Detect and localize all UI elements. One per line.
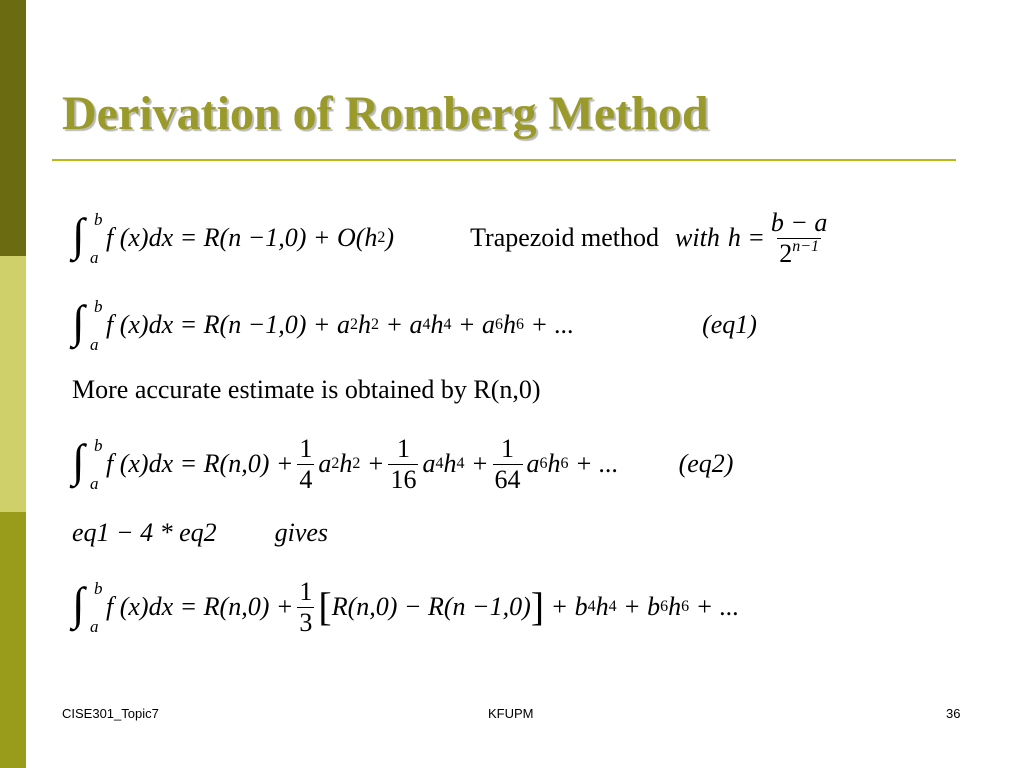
h-numerator: b − a — [770, 207, 828, 237]
eq1-lhs: f (x)dx = R(n −1,0) + O(h — [106, 223, 378, 252]
with-word: with — [675, 223, 720, 252]
result-bracket: R(n,0) − R(n −1,0) — [331, 592, 531, 621]
equation-eq2: ∫ b a f (x)dx = R(n,0) + $\frac{1}{4}$ a 2 h 2 + $\frac{1}{16}$ a 4 h 4 + $\frac{1}{64}$ a 6 h 6 + ... (eq2) — [72, 433, 734, 494]
equation-result: ∫ b a f (x)dx = R(n,0) + $\frac{1}{3}$ [ R(n,0) − R(n −1,0) ] + b 4 h 4 + b 6 h 6 + ... — [72, 576, 740, 637]
slide-title: Derivation of Romberg Method — [62, 87, 709, 140]
integral-sign: ∫ b a — [72, 435, 103, 493]
accuracy-text: More accurate estimate is obtained by R(n,0) — [72, 375, 541, 404]
integral-sign: ∫ b a — [72, 296, 103, 354]
h-denominator: 2 — [779, 238, 793, 268]
fraction-sixtyfourth: $\frac{1}{64}$ — [494, 433, 521, 494]
integral-sign: ∫ b a — [72, 578, 103, 636]
h-den-exp: n−1 — [792, 237, 820, 255]
eq1-label: (eq1) — [702, 310, 757, 339]
accuracy-statement — [72, 360, 541, 420]
eq2-tail: + ... — [575, 449, 619, 478]
equation-eq1: ∫ b a f (x)dx = R(n −1,0) + a 2 h 2 + a 4 h 4 + a 6 h 6 + ... (eq1) — [72, 296, 757, 354]
integral-sign: ∫ b a — [72, 209, 103, 267]
h-equals: h = — [727, 223, 765, 252]
eq2-lhs: f (x)dx = R(n,0) + — [106, 449, 294, 478]
footer-course: CISE301_Topic7 — [62, 706, 159, 721]
trapezoid-note: Trapezoid method — [470, 223, 660, 252]
gives-word: gives — [274, 518, 329, 547]
sidebar-mid-block — [0, 512, 26, 768]
equation-trapezoid: ∫ b a f (x)dx = R(n −1,0) + O(h 2 ) Trapezoid method with h = $\frac{b - a}{2^{n-1}}$ — [72, 207, 828, 268]
combination-expr: eq1 − 4 * eq2 — [72, 518, 217, 547]
eq2-label: (eq2) — [678, 449, 734, 478]
fraction-third: $\frac{1}{3}$ — [299, 576, 313, 637]
eq1-close: ) — [385, 223, 395, 252]
combination-step — [72, 503, 328, 563]
title-underline — [52, 159, 956, 161]
h-fraction — [769, 208, 830, 269]
footer-page-number: 36 — [946, 706, 961, 721]
sidebar-light-block — [0, 256, 26, 512]
sidebar-stripe — [0, 0, 26, 768]
result-lhs: f (x)dx = R(n,0) + — [106, 592, 294, 621]
fraction-sixteenth: $\frac{1}{16}$ — [390, 433, 417, 494]
sidebar-dark-block — [0, 0, 26, 256]
fraction-quarter: $\frac{1}{4}$ — [299, 433, 313, 494]
footer-institution: KFUPM — [488, 706, 534, 721]
result-tail: + ... — [695, 592, 740, 621]
